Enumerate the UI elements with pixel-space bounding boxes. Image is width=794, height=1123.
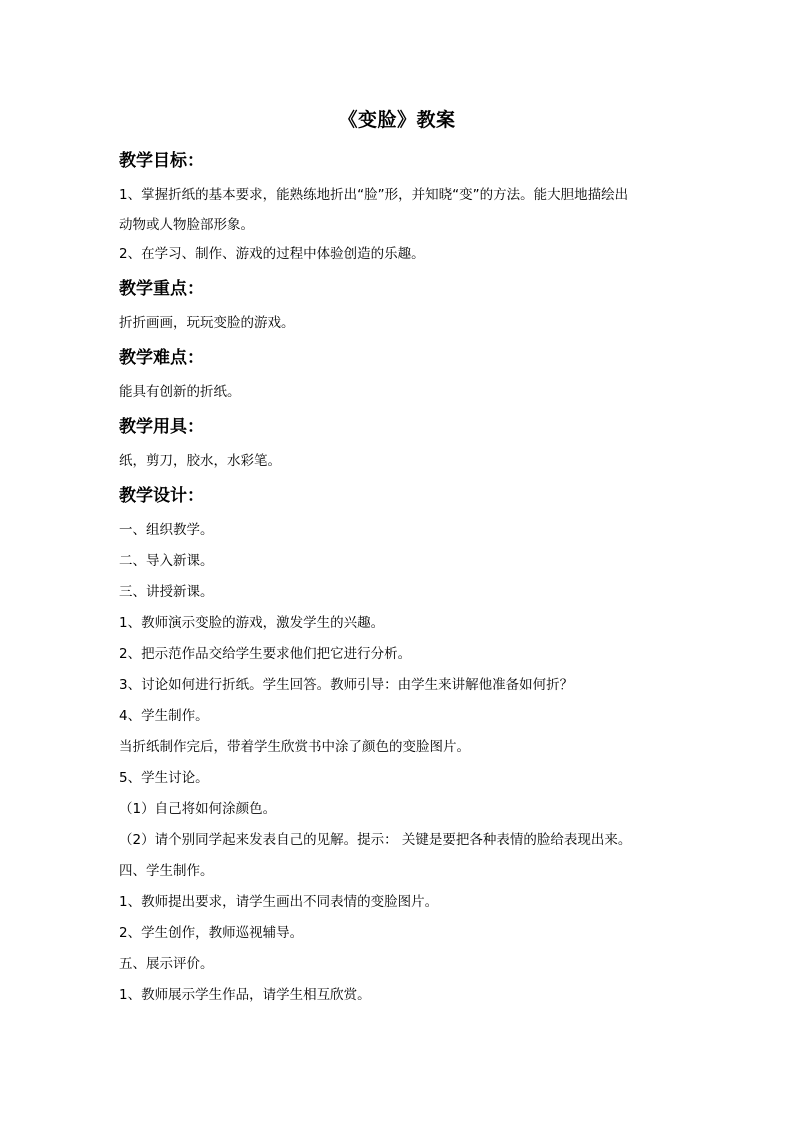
section-heading-key-points: 教学重点： (119, 279, 204, 299)
design-line-11: （2）请个别同学起来发表自己的见解。提示： 关键是要把各种表情的脸给表现出来。 (119, 832, 632, 848)
design-line-2: 二、导入新课。 (119, 553, 214, 569)
design-line-14: 2、学生创作，教师巡视辅导。 (119, 925, 304, 941)
design-line-9: 5、学生讨论。 (119, 770, 209, 786)
design-line-7: 4、学生制作。 (119, 708, 209, 724)
objective-line-1: 1、掌握折纸的基本要求，能熟练地折出“脸”形，并知晓“变”的方法。能大胆地描绘出 (119, 187, 629, 203)
design-line-10: （1）自己将如何涂颜色。 (119, 801, 277, 817)
design-line-1: 一、组织教学。 (119, 522, 214, 538)
materials-line-1: 纸，剪刀，胶水，水彩笔。 (119, 453, 281, 469)
design-line-13: 1、教师提出要求，请学生画出不同表情的变脸图片。 (119, 894, 439, 910)
design-line-15: 五、展示评价。 (119, 956, 214, 972)
section-heading-design: 教学设计： (119, 486, 204, 506)
objective-line-3: 2、在学习、制作、游戏的过程中体验创造的乐趣。 (119, 246, 425, 262)
design-line-3: 三、讲授新课。 (119, 584, 214, 600)
objective-line-2: 动物或人物脸部形象。 (119, 217, 254, 233)
design-line-4: 1、教师演示变脸的游戏，激发学生的兴趣。 (119, 615, 385, 631)
design-line-5: 2、把示范作品交给学生要求他们把它进行分析。 (119, 646, 412, 662)
design-line-6: 3、讨论如何进行折纸。学生回答。教师引导：由学生来讲解他准备如何折？ (119, 677, 574, 693)
difficulty-line-1: 能具有创新的折纸。 (119, 384, 241, 400)
design-line-16: 1、教师展示学生作品，请学生相互欣赏。 (119, 987, 371, 1003)
section-heading-objectives: 教学目标： (119, 151, 204, 171)
design-line-12: 四、学生制作。 (119, 863, 214, 879)
document-title: 《变脸》教案 (338, 109, 456, 131)
document-body (119, 142, 699, 1011)
design-line-8: 当折纸制作完后，带着学生欣赏书中涂了颜色的变脸图片。 (119, 739, 470, 755)
section-heading-materials: 教学用具： (119, 417, 204, 437)
key-point-line-1: 折折画画，玩玩变脸的游戏。 (119, 315, 295, 331)
section-heading-difficulties: 教学难点： (119, 348, 204, 368)
